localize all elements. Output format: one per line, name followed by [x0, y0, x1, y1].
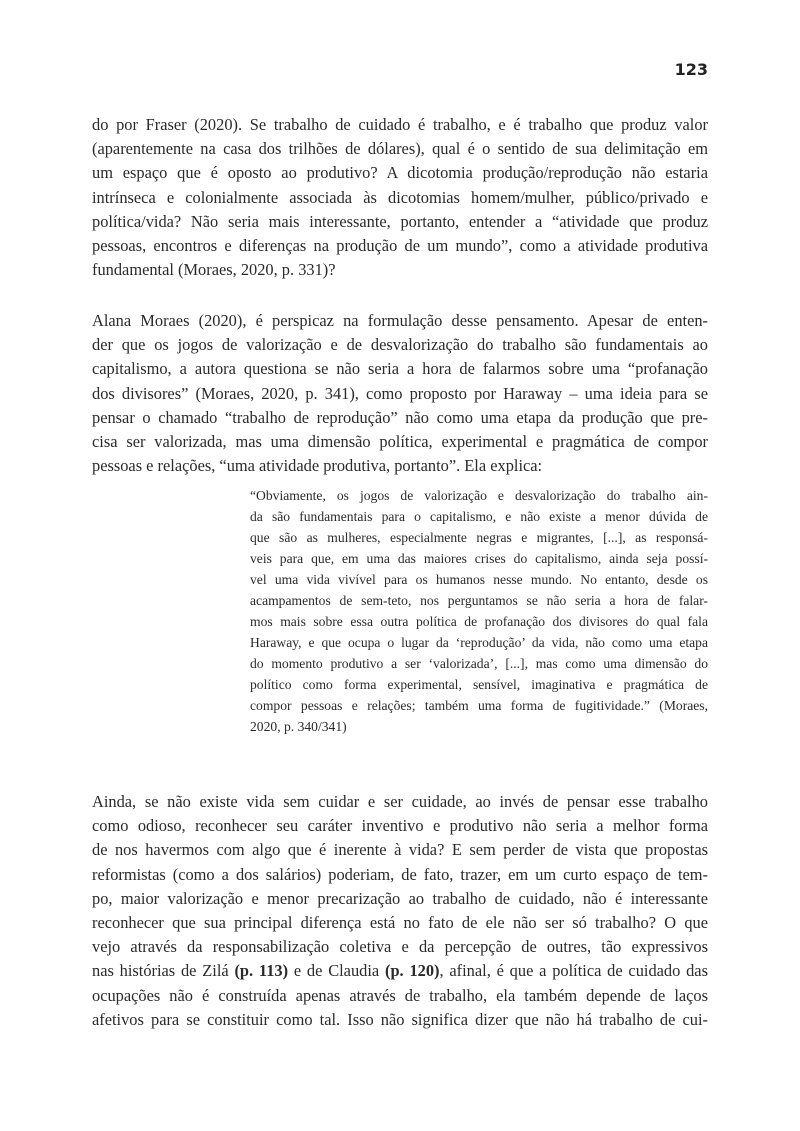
text-line: política/vida? Não seria mais interessante, portanto, entender a “atividade que produz — [92, 211, 708, 231]
text-line: po, maior valorização e menor precarização ao trabalho de cuidado, não é interessante — [92, 888, 708, 908]
text-line: político como forma experimental, sensível, imaginativa e pragmática de — [250, 677, 708, 692]
text-line: dos divisores” (Moraes, 2020, p. 341), como proposto por Haraway – uma ideia para se — [92, 383, 708, 403]
text-line: der que os jogos de valorização e de desvalorização do trabalho são fundamentais ao — [92, 335, 708, 355]
text-line: cisa ser valorizada, mas uma dimensão política, experimental e pragmática de compor — [92, 431, 708, 451]
text-line: que são as mulheres, especialmente negras e migrantes, [...], as responsá- — [250, 530, 708, 545]
block-quote — [250, 485, 708, 737]
text-line: veis para que, em uma das maiores crises do capitalismo, ainda seja possí- — [250, 551, 708, 566]
text-line: pessoas, encontros e diferenças na produção de um mundo”, como a atividade produtiva — [92, 235, 708, 255]
text-line: fundamental (Moraes, 2020, p. 331)? — [92, 260, 336, 280]
paragraph-1 — [92, 113, 708, 282]
page-number: 123 — [674, 60, 708, 79]
text-line: reformistas (como a dos salários) poderiam, de fato, trazer, em um curto espaço de tem- — [92, 864, 708, 884]
page-reference: (p. 120) — [384, 961, 440, 981]
text-line: pessoas e relações, “uma atividade produtiva, portanto”. Ela explica: — [92, 456, 543, 476]
text-line-with-references — [92, 959, 708, 983]
text-line: (aparentemente na casa dos trilhões de dólares), qual é o sentido de sua delimitação em — [92, 139, 708, 159]
text-line: compor pessoas e relações; também uma forma de fugitividade.” (Moraes, — [250, 698, 708, 713]
page-reference: (p. 113) — [234, 961, 289, 981]
text-line: do momento produtivo a ser ‘valorizada’, [...], mas como uma dimensão do — [250, 656, 708, 671]
text-line: 2020, p. 340/341) — [250, 719, 347, 734]
text-line: Alana Moraes (2020), é perspicaz na formulação desse pensamento. Apesar de enten- — [92, 311, 708, 330]
text-line: intrínseca e colonialmente associada às dicotomias homem/mulher, público/privado e — [92, 187, 708, 207]
text-line: reconhecer que sua principal diferença está no fato de ele não ser só trabalho? O que — [92, 912, 708, 932]
text-line: “Obviamente, os jogos de valorização e desvalorização do trabalho ain- — [250, 488, 708, 503]
paragraph-2 — [92, 309, 708, 478]
text-line: capitalismo, a autora questiona se não seria a hora de falarmos sobre uma “profanação — [92, 359, 708, 379]
text-line: afetivos para se constituir como tal. Isso não significa dizer que não há trabalho de cui- — [92, 1009, 708, 1029]
text-line: um espaço que é oposto ao produtivo? A dicotomia produção/reprodução não estaria — [92, 163, 708, 183]
text-line: Haraway, e que ocupa o lugar da ‘reprodução’ da vida, não como uma etapa — [250, 635, 708, 650]
text-segment: e de Claudia — [288, 961, 385, 981]
text-segment: nas histórias de Zilá — [92, 961, 235, 981]
text-line: de nos havermos com algo que é inerente à vida? E sem perder de vista que propostas — [92, 840, 708, 860]
text-line: como odioso, reconhecer seu caráter inventivo e produtivo não seria a melhor forma — [92, 816, 708, 836]
text-segment: , afinal, é que a política de cuidado das — [439, 961, 708, 981]
text-line: do por Fraser (2020). Se trabalho de cuidado é trabalho, e é trabalho que produz valor — [92, 115, 708, 134]
paragraph-3 — [92, 790, 708, 1032]
text-line: vel uma vida vivível para os humanos nesse mundo. No entanto, desde os — [250, 572, 708, 587]
text-line: ocupações não é construída apenas através de trabalho, ela também depende de laços — [92, 985, 708, 1005]
text-line: da são fundamentais para o capitalismo, e não existe a menor dúvida de — [250, 509, 708, 524]
text-line: acampamentos de sem-teto, nos perguntamos se não seria a hora de falar- — [250, 593, 708, 608]
text-line: mos mais sobre essa outra política de profanação dos divisores do qual fala — [250, 614, 708, 629]
text-line: Ainda, se não existe vida sem cuidar e ser cuidade, ao invés de pensar esse trabalho — [92, 792, 708, 811]
text-line: pensar o chamado “trabalho de reprodução” não como uma etapa da produção que pre- — [92, 407, 708, 427]
text-line: vejo através da responsabilização coletiva e da percepção de outres, tão expressivos — [92, 937, 708, 957]
